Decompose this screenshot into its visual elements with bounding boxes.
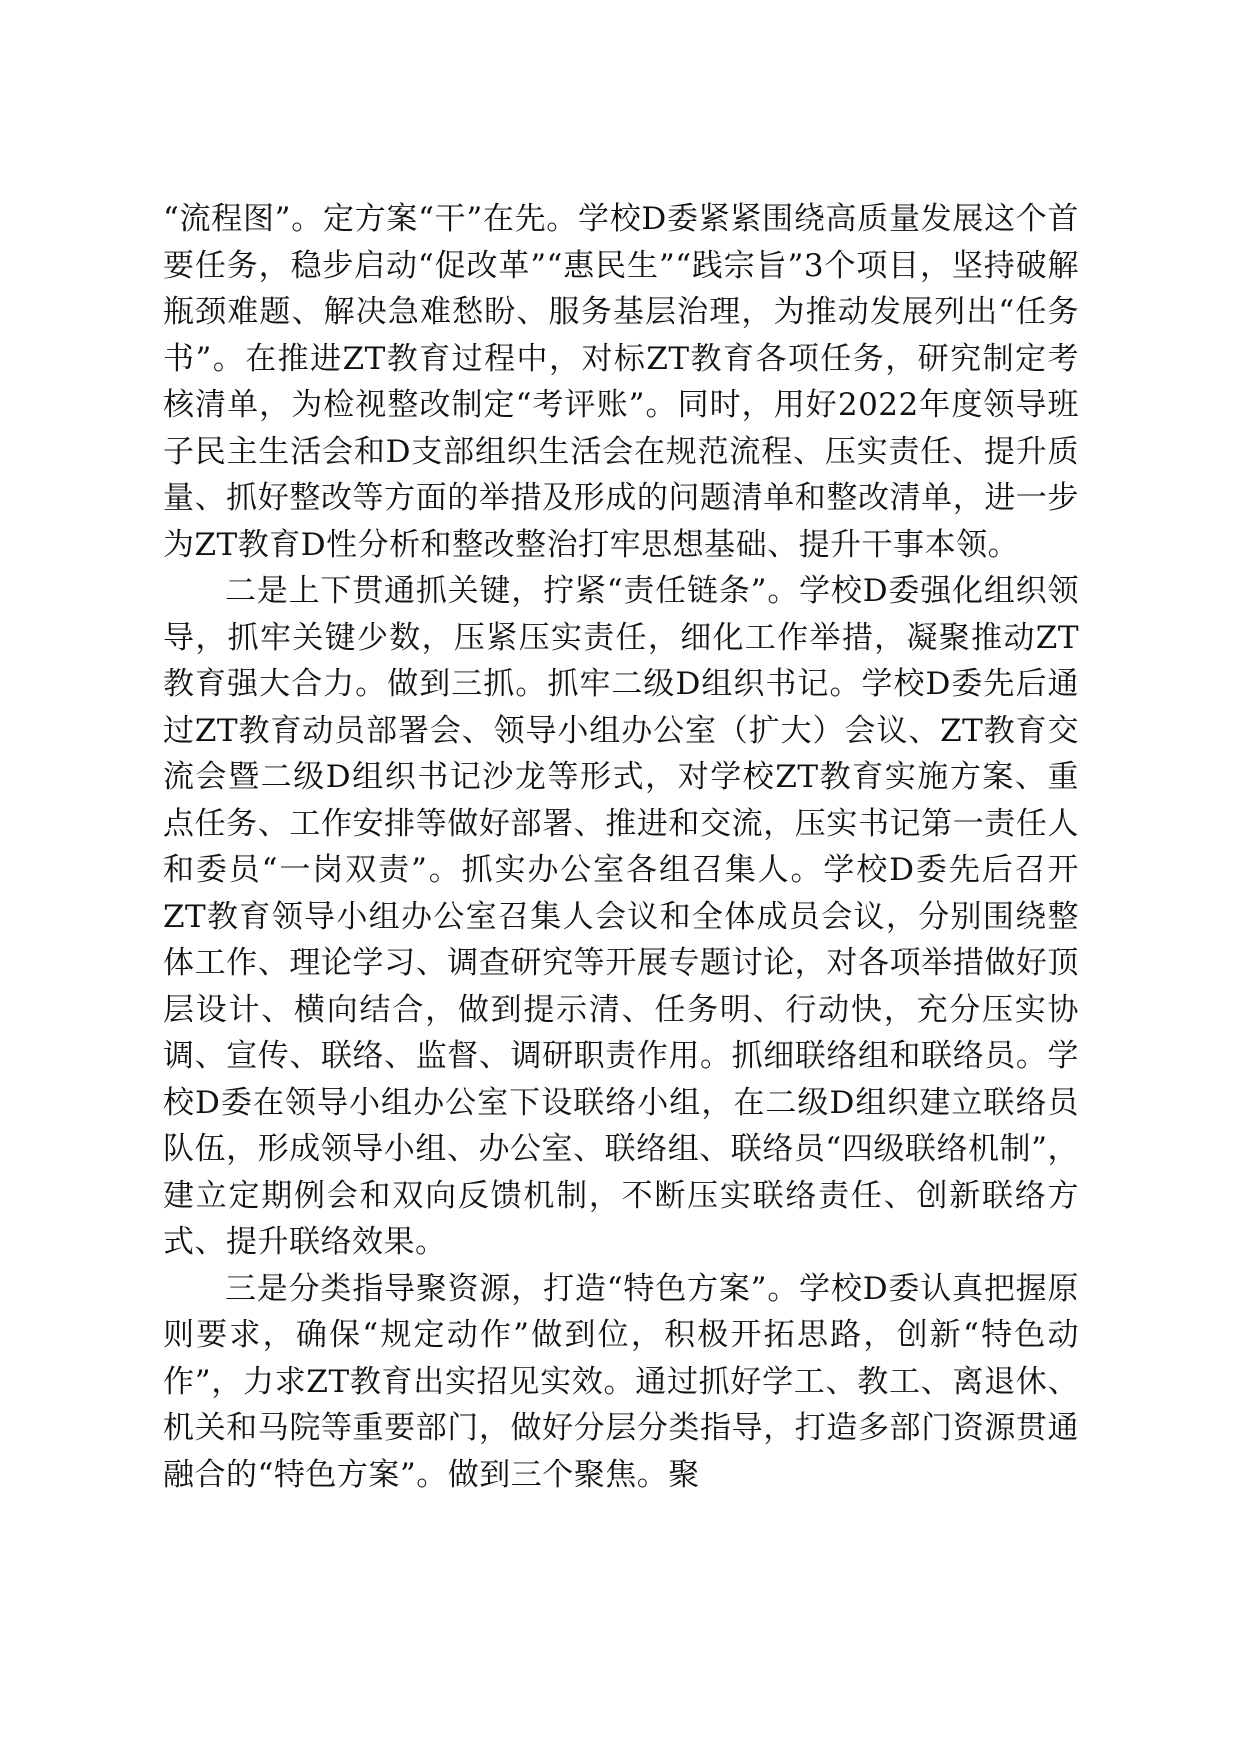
document-body <box>163 196 1079 1498</box>
paragraph-continuation: “流程图”。定方案“干”在先。学校D委紧紧围绕高质量发展这个首要任务，稳步启动“促改革”“惠民生”“践宗旨”3个项目，坚持破解瓶颈难题、解决急难愁盼、服务基层治理，为推动发展列出“任务书”。在推进ZT教育过程中，对标ZT教育各项任务，研究制定考核清单，为检视整改制定“考评账”。同时，用好2022年度领导班子民主生活会和D支部组织生活会在规范流程、压实责任、提升质量、抓好整改等方面的举措及形成的问题清单和整改清单，进一步为ZT教育D性分析和整改整治打牢思想基础、提升干事本领。 <box>163 201 1079 563</box>
paragraph-responsibility-chain: 二是上下贯通抓关键，拧紧“责任链条”。学校D委强化组织领导，抓牢关键少数，压紧压实责任，细化工作举措，凝聚推动ZT教育强大合力。做到三抓。抓牢二级D组织书记。学校D委先后通过ZT教育动员部署会、领导小组办公室（扩大）会议、ZT教育交流会暨二级D组织书记沙龙等形式，对学校ZT教育实施方案、重点任务、工作安排等做好部署、推进和交流，压实书记第一责任人和委员“一岗双责”。抓实办公室各组召集人。学校D委先后召开ZT教育领导小组办公室召集人会议和全体成员会议，分别围绕整体工作、理论学习、调查研究等开展专题讨论，对各项举措做好顶层设计、横向结合，做到提示清、任务明、行动快，充分压实协调、宣传、联络、监督、调研职责作用。抓细联络组和联络员。学校D委在领导小组办公室下设联络小组，在二级D组织建立联络员队伍，形成领导小组、办公室、联络组、联络员“四级联络机制”，建立定期例会和双向反馈机制，不断压实联络责任、创新联络方式、提升联络效果。 <box>163 573 1079 1260</box>
paragraph-featured-plan: 三是分类指导聚资源，打造“特色方案”。学校D委认真把握原则要求，确保“规定动作”做到位，积极开拓思路，创新“特色动作”，力求ZT教育出实招见实效。通过抓好学工、教工、离退休、机关和马院等重要部门，做好分层分类指导，打造多部门资源贯通融合的“特色方案”。做到三个聚焦。聚 <box>163 1270 1079 1493</box>
